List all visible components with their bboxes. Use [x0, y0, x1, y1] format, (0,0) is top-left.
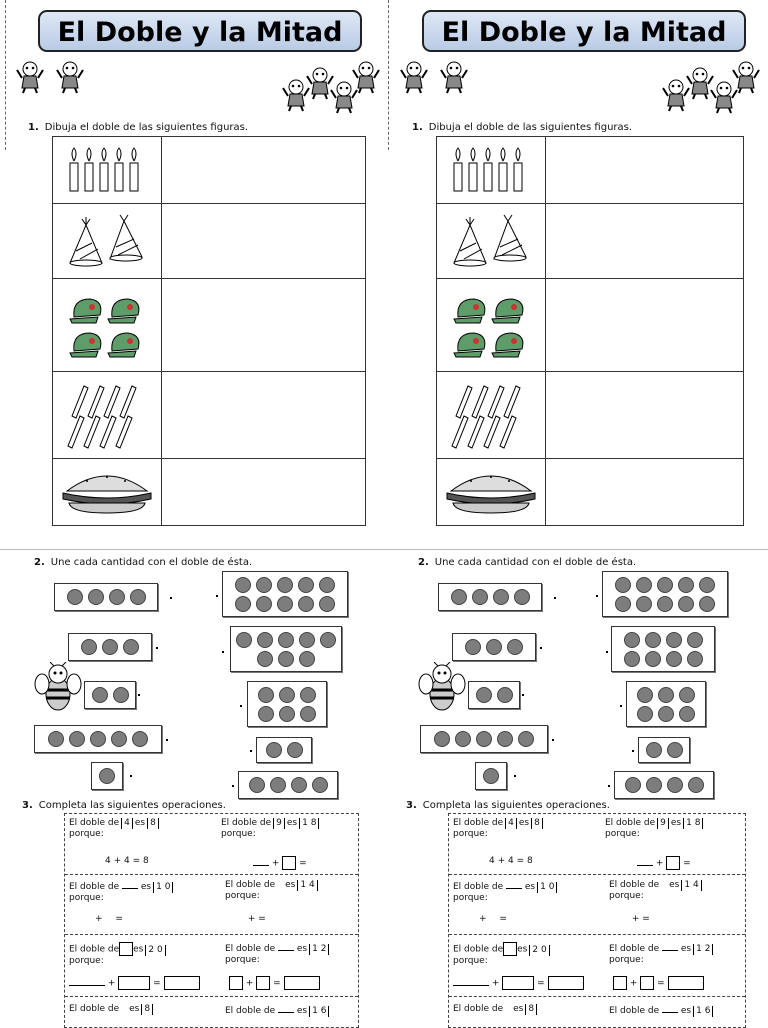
- cut-line: [5, 0, 7, 150]
- match-point[interactable]: [552, 739, 554, 741]
- match-point[interactable]: [606, 651, 608, 653]
- dot-group-right-2[interactable]: [638, 737, 690, 763]
- operation-8: El doble de es 1 6: [225, 1004, 331, 1017]
- figures-table: [436, 136, 744, 526]
- dot-group-right-4[interactable]: [614, 771, 714, 799]
- dot-group-left-3[interactable]: [68, 633, 152, 661]
- operation-4-work[interactable]: + =: [247, 914, 266, 924]
- dot-group-left-4[interactable]: [438, 583, 542, 611]
- drawing-area[interactable]: [546, 279, 743, 371]
- operation-6-work[interactable]: + =: [229, 976, 320, 990]
- drawing-area[interactable]: [162, 204, 365, 278]
- drawing-area[interactable]: [162, 137, 365, 203]
- crayons-icon: [53, 372, 162, 458]
- drawing-area[interactable]: [162, 459, 365, 525]
- operation-6: El doble de es 1 2 porque:: [225, 942, 331, 966]
- drawing-area[interactable]: [546, 372, 743, 458]
- section-divider: [0, 549, 384, 550]
- dot-group-left-4[interactable]: [54, 583, 158, 611]
- match-point[interactable]: [232, 785, 234, 787]
- match-point[interactable]: [620, 705, 622, 707]
- operation-6: El doble de es 1 2 porque:: [609, 942, 715, 966]
- burger-icon: [437, 459, 546, 525]
- section-divider: [384, 549, 768, 550]
- monkey-icon: [16, 60, 44, 94]
- match-point[interactable]: [216, 595, 218, 597]
- dot-group-right-6[interactable]: [247, 681, 327, 727]
- match-point[interactable]: [522, 694, 524, 696]
- dot-group-right-8[interactable]: [611, 626, 715, 672]
- operation-1-work: 4 + 4 = 8: [105, 856, 149, 866]
- operation-1: El doble de 4 es 8 porque:: [453, 818, 545, 840]
- operation-4-work[interactable]: + =: [631, 914, 650, 924]
- dot-group-right-2[interactable]: [256, 737, 312, 763]
- question-2: 2. Une cada cantidad con el doble de ésta.: [418, 557, 637, 568]
- operations-box: [448, 813, 746, 1028]
- match-point[interactable]: [240, 705, 242, 707]
- match-point[interactable]: [554, 597, 556, 599]
- match-point[interactable]: [156, 647, 158, 649]
- bee-icon: [418, 662, 466, 714]
- operation-5-work[interactable]: + =: [453, 976, 584, 990]
- match-point[interactable]: [130, 775, 132, 777]
- operation-3: El doble de es 1 0 porque:: [453, 880, 559, 904]
- operation-2-work[interactable]: + =: [253, 856, 320, 870]
- worksheet-title: El Doble y la Mitad: [422, 10, 746, 52]
- party-hats-icon: [437, 204, 546, 278]
- operation-6-work[interactable]: + =: [613, 976, 704, 990]
- question-3: 3. Completa las siguientes operaciones.: [406, 800, 610, 811]
- operations-box: [64, 813, 359, 1028]
- match-point[interactable]: [514, 775, 516, 777]
- bee-icon: [34, 662, 82, 714]
- operation-7: El doble de es 8: [453, 1004, 539, 1015]
- dot-group-left-1[interactable]: [91, 762, 123, 790]
- drawing-area[interactable]: [546, 137, 743, 203]
- match-point[interactable]: [250, 750, 252, 752]
- drawing-area[interactable]: [546, 459, 743, 525]
- operation-5: El doble de es 2 0 porque:: [69, 942, 168, 967]
- worksheet-title: El Doble y la Mitad: [38, 10, 362, 52]
- monkey-icon: [440, 60, 468, 94]
- caps-icon: [437, 279, 546, 371]
- operation-3: El doble de es 1 0 porque:: [69, 880, 175, 904]
- operation-5-work[interactable]: + =: [69, 976, 200, 990]
- operation-1: El doble de 4 es 8 porque:: [69, 818, 161, 840]
- dot-group-right-6[interactable]: [626, 681, 706, 727]
- party-hats-icon: [53, 204, 162, 278]
- dot-group-right-10[interactable]: [602, 571, 728, 617]
- match-point[interactable]: [170, 597, 172, 599]
- monkey-icon: [352, 60, 380, 94]
- question-1: 1. Dibuja el doble de las siguientes figuras.: [412, 122, 633, 133]
- caps-icon: [53, 279, 162, 371]
- question-1: 1. Dibuja el doble de las siguientes figuras.: [28, 122, 249, 133]
- operation-2-work[interactable]: + =: [637, 856, 704, 870]
- monkey-icon: [400, 60, 428, 94]
- operation-3-work[interactable]: + =: [95, 914, 123, 924]
- dot-group-right-10[interactable]: [222, 571, 348, 617]
- figures-table: [52, 136, 366, 526]
- match-point[interactable]: [138, 694, 140, 696]
- dot-group-right-4[interactable]: [238, 771, 338, 799]
- burger-icon: [53, 459, 162, 525]
- operation-1-work: 4 + 4 = 8: [489, 856, 533, 866]
- match-point[interactable]: [596, 595, 598, 597]
- operation-2: El doble de 9 es 1 8 porque:: [605, 818, 705, 840]
- drawing-area[interactable]: [162, 372, 365, 458]
- worksheet-left: [0, 0, 384, 1024]
- dot-group-right-8[interactable]: [230, 626, 342, 672]
- dot-group-left-5[interactable]: [420, 725, 548, 753]
- drawing-area[interactable]: [162, 279, 365, 371]
- monkey-icon: [732, 60, 760, 94]
- operation-4: El doble de es 1 4 porque:: [609, 880, 704, 902]
- dot-group-left-1[interactable]: [475, 762, 507, 790]
- operation-5: El doble de es 2 0 porque:: [453, 942, 552, 967]
- drawing-area[interactable]: [546, 204, 743, 278]
- match-point[interactable]: [222, 651, 224, 653]
- dot-group-left-3[interactable]: [452, 633, 536, 661]
- operation-2: El doble de 9 es 1 8 porque:: [221, 818, 321, 840]
- question-2: 2. Une cada cantidad con el doble de ésta.: [34, 557, 253, 568]
- dot-group-left-2[interactable]: [84, 681, 136, 709]
- worksheet-right: [384, 0, 768, 1024]
- candles-icon: [437, 137, 546, 203]
- match-point[interactable]: [166, 739, 168, 741]
- question-3: 3. Completa las siguientes operaciones.: [22, 800, 226, 811]
- match-point[interactable]: [540, 647, 542, 649]
- match-point[interactable]: [632, 750, 634, 752]
- operation-3-work[interactable]: + =: [479, 914, 507, 924]
- operation-4: El doble de es 1 4 porque:: [225, 880, 320, 902]
- dot-group-left-2[interactable]: [468, 681, 520, 709]
- crayons-icon: [437, 372, 546, 458]
- match-point[interactable]: [608, 785, 610, 787]
- dot-group-left-5[interactable]: [34, 725, 162, 753]
- candles-icon: [53, 137, 162, 203]
- operation-8: El doble de es 1 6: [609, 1004, 715, 1017]
- operation-7: El doble de es 8: [69, 1004, 155, 1015]
- monkey-icon: [56, 60, 84, 94]
